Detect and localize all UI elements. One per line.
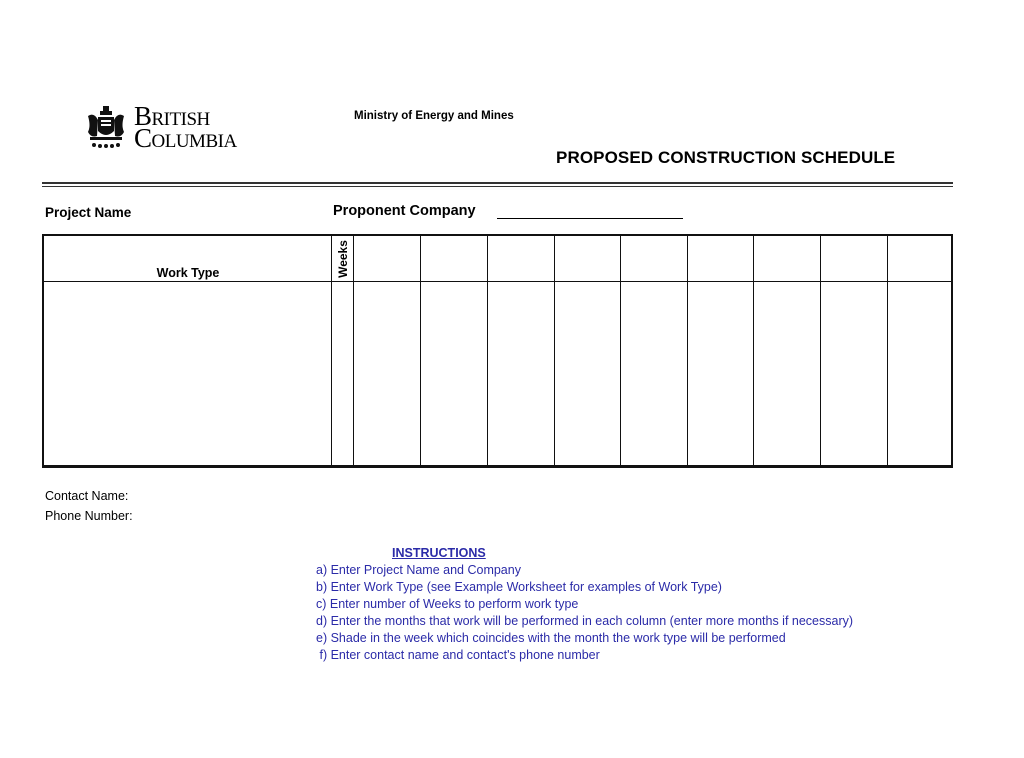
header-divider-top xyxy=(42,182,953,184)
month-header-cell-3[interactable] xyxy=(488,236,554,281)
phone-number-label: Phone Number: xyxy=(45,509,133,523)
month-header-cell-7[interactable] xyxy=(754,236,820,281)
contact-section xyxy=(45,486,133,526)
logo-line2: Columbia xyxy=(134,123,237,153)
project-name-label: Project Name xyxy=(45,205,132,220)
instruction-item: d) Enter the months that work will be performed in each column (enter more months if necessary) xyxy=(316,614,854,628)
weeks-cell[interactable] xyxy=(332,282,353,466)
weeks-label: Weeks xyxy=(336,240,350,278)
bc-logo xyxy=(84,101,254,154)
month-header-cell-1[interactable] xyxy=(354,236,420,281)
instructions-section xyxy=(316,545,853,664)
logo-line1: British xyxy=(134,101,210,131)
instructions-heading: INSTRUCTIONS xyxy=(392,546,486,560)
instruction-item: e) Shade in the week which coincides with the month the work type will be performed xyxy=(316,631,786,645)
page-title: PROPOSED CONSTRUCTION SCHEDULE xyxy=(556,148,896,167)
instruction-item: b) Enter Work Type (see Example Worksheet for examples of Work Type) xyxy=(316,580,722,594)
work-type-cell[interactable] xyxy=(44,282,331,466)
instruction-item: c) Enter number of Weeks to perform work type xyxy=(316,597,579,611)
instruction-item: a) Enter Project Name and Company xyxy=(316,563,521,577)
ministry-name: Ministry of Energy and Mines xyxy=(354,110,514,122)
month-header-cell-5[interactable] xyxy=(621,236,687,281)
proponent-company-label: Proponent Company xyxy=(333,203,476,219)
month-header-cell-2[interactable] xyxy=(421,236,487,281)
month-header-cell-4[interactable] xyxy=(555,236,620,281)
header-divider-bottom xyxy=(42,186,953,187)
month-header-cell-6[interactable] xyxy=(688,236,753,281)
proponent-company-field[interactable] xyxy=(497,218,683,219)
column-header-weeks xyxy=(333,238,353,280)
bc-coat-of-arms-icon xyxy=(84,104,128,152)
schedule-table xyxy=(42,234,953,468)
column-header-work-type: Work Type xyxy=(156,266,220,280)
bc-wordmark xyxy=(134,101,237,153)
month-header-cell-9[interactable] xyxy=(888,236,951,281)
contact-name-label: Contact Name: xyxy=(45,489,129,503)
instruction-item: f) Enter contact name and contact's phone number xyxy=(316,648,600,662)
month-header-cell-8[interactable] xyxy=(821,236,887,281)
